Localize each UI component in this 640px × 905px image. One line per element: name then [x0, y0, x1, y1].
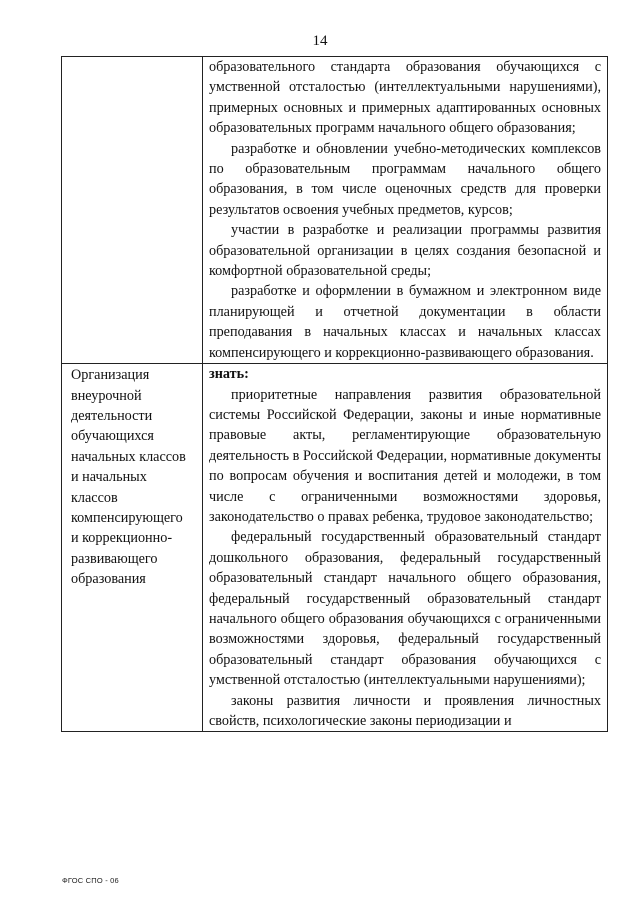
section-heading: знать: [209, 366, 249, 383]
footer-code: ФГОС СПО - 06 [62, 876, 119, 885]
paragraph: участии в разработке и реализации программы развития образовательной организации в целях создания безопасной и комфортной образовательной среды; [209, 222, 601, 280]
table-row [62, 364, 608, 732]
table-row [62, 57, 608, 364]
row-label [62, 57, 202, 58]
table-cell-left [62, 364, 203, 732]
paragraph: законы развития личности и проявления личностных свойств, психологические законы периодизации и [209, 692, 601, 729]
row-label: Организация внеурочной деятельности обучающихся начальных классов и начальных классов компенсирующего и коррекционно- развивающего образования [71, 367, 186, 588]
paragraph: разработке и обновлении учебно-методических комплексов по образовательным программам начального общего образования, в том числе оценочных средств для проверки результатов освоения учебных предметов, курсов; [209, 140, 601, 218]
table-cell-right [203, 57, 608, 364]
paragraph: образовательного стандарта образования обучающихся с умственной отсталостью (интеллектуальными нарушениями), примерных основных и примерных адаптированных основных образовательных программ начального общего образования; [209, 59, 601, 137]
page-number: 14 [312, 33, 328, 49]
table-cell-left [62, 57, 203, 364]
table-cell-right [203, 364, 608, 732]
paragraph: приоритетные направления развития образовательной системы Российской Федерации, законы и иные нормативные правовые акты, регламентирующие образовательную деятельность в Российской Федерации, нормативные документы по вопросам обучения и воспитания детей и молодежи, в том числе с ограниченными возможностями здоровья, законодательство о правах ребенка, трудовое законодательство; [209, 386, 601, 525]
paragraph: федеральный государственный образовательный стандарт дошкольного образования, федеральный государственный образовательный стандарт начального общего образования, федеральный государственный образовательный стандарт начального общего образования обучающихся с ограниченными возможностями здоровья, федеральный государственный образовательный стандарт образования обучающихся с умственной отсталостью (интеллектуальными нарушениями); [209, 529, 601, 689]
competency-table [61, 56, 608, 732]
paragraph: разработке и оформлении в бумажном и электронном виде планирующей и отчетной документации в области преподавания в начальных классах и начальных классах компенсирующего и коррекционно-развивающего образования. [209, 283, 601, 361]
